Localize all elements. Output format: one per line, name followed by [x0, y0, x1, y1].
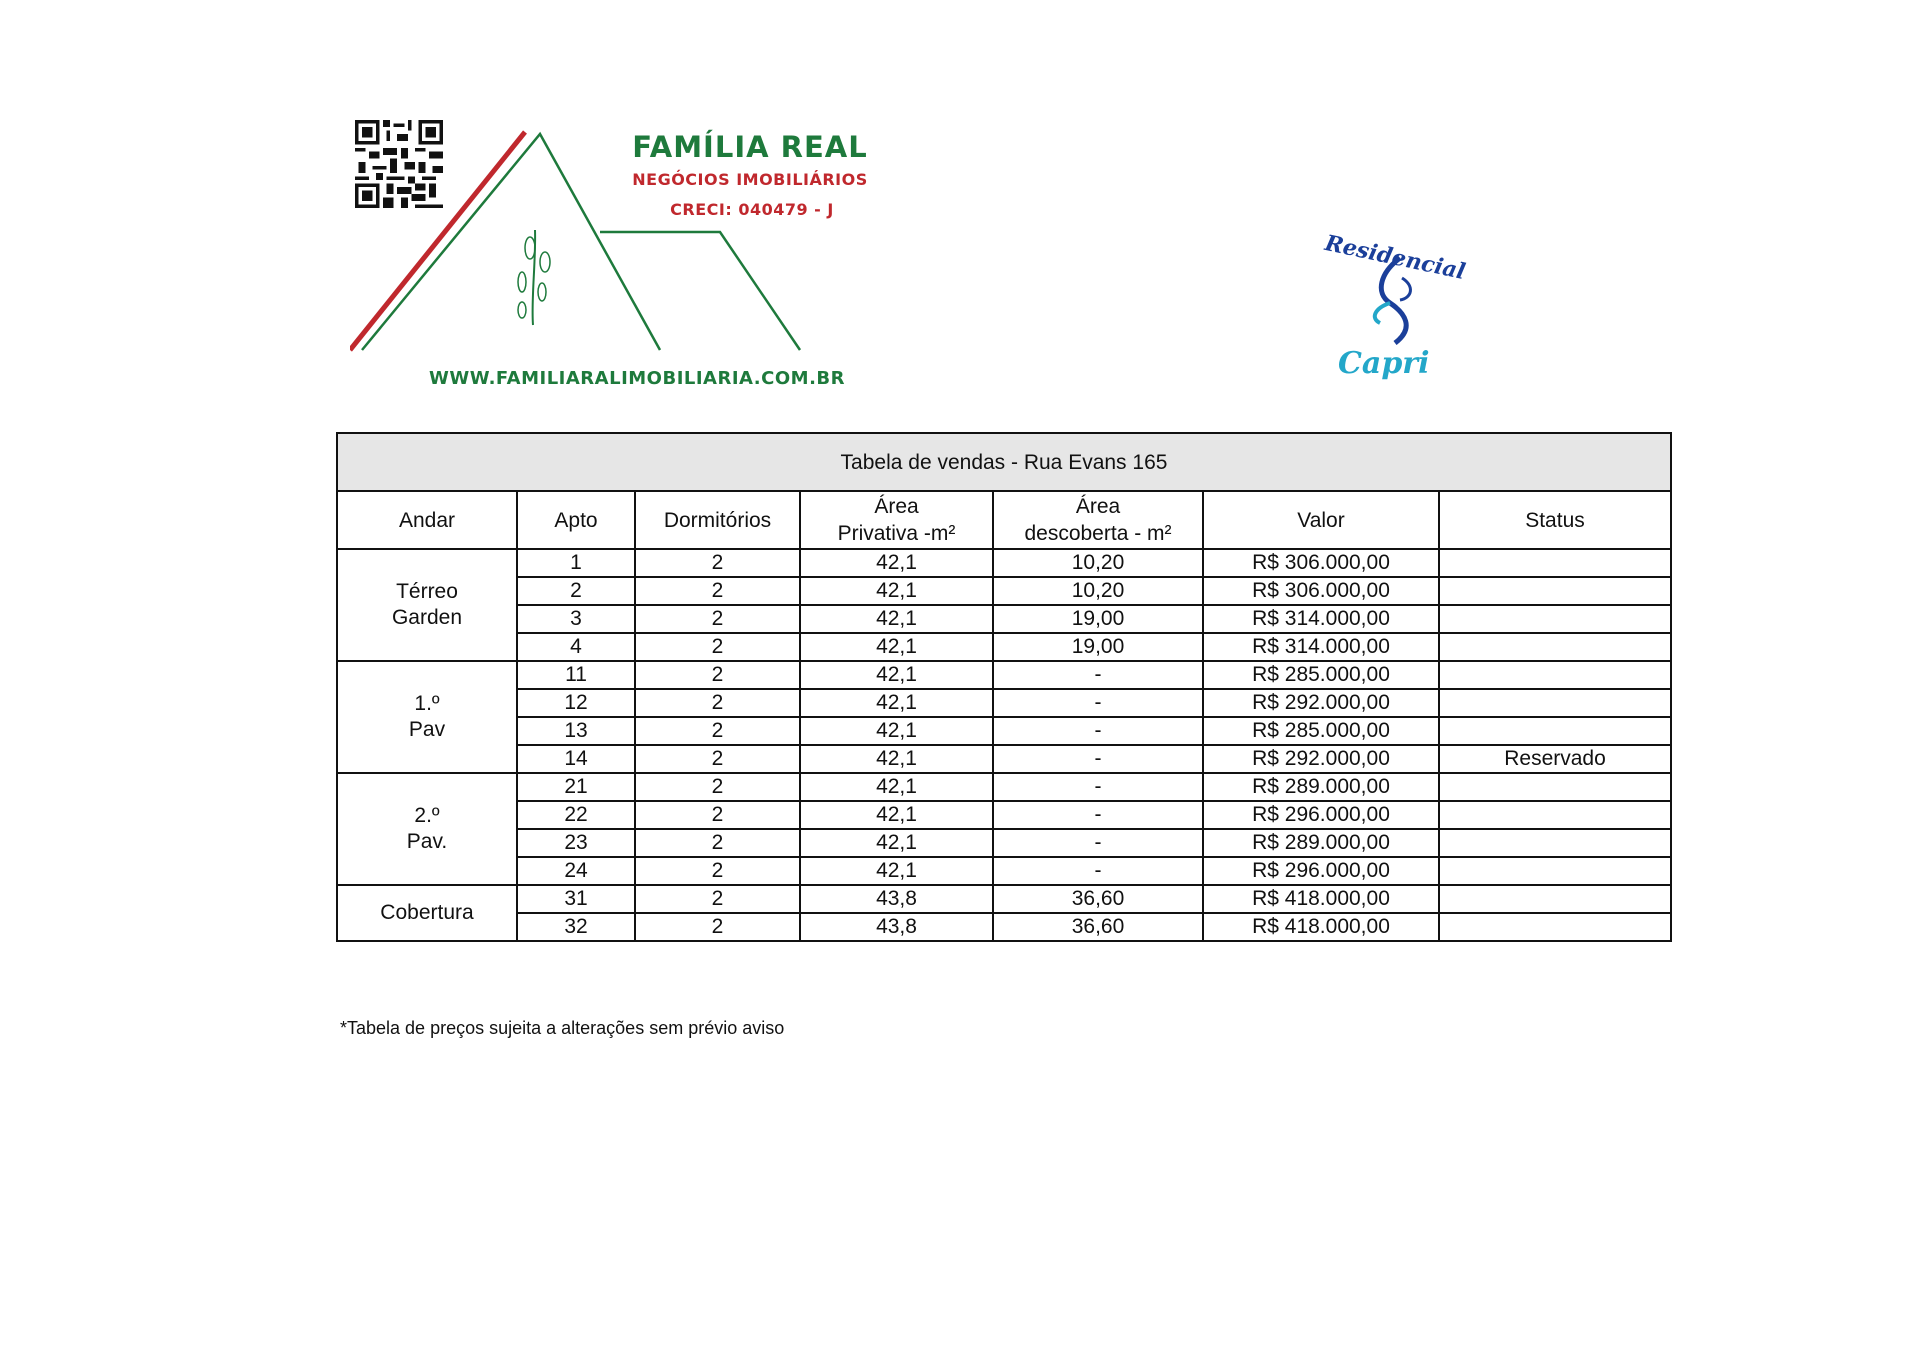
cell-area-priv: 42,1 [800, 745, 993, 773]
cell-status: Reservado [1439, 745, 1671, 773]
cell-apto: 3 [517, 605, 635, 633]
floor-label-line2: Garden [391, 606, 463, 629]
cell-apto: 32 [517, 913, 635, 941]
table-row [337, 689, 1671, 717]
logo-capri-text: Capri [1338, 346, 1430, 381]
cell-valor: R$ 289.000,00 [1203, 773, 1439, 801]
header-status: Status [1439, 491, 1671, 549]
cell-status [1439, 577, 1671, 605]
cell-status [1439, 801, 1671, 829]
cell-apto: 12 [517, 689, 635, 717]
cell-valor: R$ 306.000,00 [1203, 577, 1439, 605]
table-row [337, 717, 1671, 745]
cell-area-desc: - [993, 801, 1203, 829]
cell-apto: 13 [517, 717, 635, 745]
cell-area-priv: 42,1 [800, 689, 993, 717]
cell-dorm: 2 [635, 577, 800, 605]
table-row [337, 605, 1671, 633]
cell-apto: 2 [517, 577, 635, 605]
cell-area-priv: 43,8 [800, 885, 993, 913]
logo-residencial-text: Residencial [1322, 230, 1468, 286]
cell-area-priv: 42,1 [800, 633, 993, 661]
cell-valor: R$ 418.000,00 [1203, 913, 1439, 941]
cell-dorm: 2 [635, 633, 800, 661]
cell-valor: R$ 314.000,00 [1203, 605, 1439, 633]
cell-dorm: 2 [635, 773, 800, 801]
cell-area-priv: 43,8 [800, 913, 993, 941]
cell-area-desc: 10,20 [993, 577, 1203, 605]
cell-dorm: 2 [635, 689, 800, 717]
cell-area-desc: - [993, 717, 1203, 745]
table-row [337, 885, 1671, 913]
cell-status [1439, 717, 1671, 745]
cell-area-priv: 42,1 [800, 549, 993, 577]
cell-status [1439, 549, 1671, 577]
cell-apto: 22 [517, 801, 635, 829]
table-row [337, 773, 1671, 801]
capri-swirl-icon [1360, 248, 1430, 348]
header-valor: Valor [1203, 491, 1439, 549]
cell-area-priv: 42,1 [800, 661, 993, 689]
cell-area-desc: - [993, 829, 1203, 857]
cell-area-desc: 19,00 [993, 605, 1203, 633]
cell-dorm: 2 [635, 857, 800, 885]
cell-area-priv: 42,1 [800, 717, 993, 745]
cell-status [1439, 661, 1671, 689]
table-row [337, 577, 1671, 605]
cell-area-desc: - [993, 689, 1203, 717]
floor-group-cell [337, 661, 517, 773]
floor-label-line2: Pav. [406, 830, 448, 853]
cell-area-desc: 10,20 [993, 549, 1203, 577]
residencial-capri-logo [1320, 228, 1480, 398]
familia-real-logo [350, 120, 930, 400]
cell-dorm: 2 [635, 661, 800, 689]
cell-area-desc: - [993, 745, 1203, 773]
footnote: *Tabela de preços sujeita a alterações sem prévio aviso [340, 1018, 785, 1038]
cell-status [1439, 829, 1671, 857]
qr-code-icon [350, 120, 448, 208]
table-row [337, 745, 1671, 773]
table-row [337, 913, 1671, 941]
brand-subtitle: NEGÓCIOS IMOBILIÁRIOS [632, 170, 868, 189]
cell-valor: R$ 296.000,00 [1203, 857, 1439, 885]
brand-url: WWW.FAMILIARALIMOBILIARIA.COM.BR [429, 368, 845, 389]
cell-status [1439, 885, 1671, 913]
cell-status [1439, 857, 1671, 885]
cell-apto: 14 [517, 745, 635, 773]
header-area-descoberta-line1: Área [1075, 495, 1121, 518]
table-row [337, 857, 1671, 885]
cell-area-desc: 19,00 [993, 633, 1203, 661]
cell-dorm: 2 [635, 605, 800, 633]
table-row [337, 661, 1671, 689]
cell-dorm: 2 [635, 829, 800, 857]
cell-area-priv: 42,1 [800, 801, 993, 829]
cell-area-desc: 36,60 [993, 913, 1203, 941]
brand-creci: CRECI: 040479 - J [670, 200, 834, 219]
cell-valor: R$ 285.000,00 [1203, 661, 1439, 689]
cell-dorm: 2 [635, 913, 800, 941]
cell-area-priv: 42,1 [800, 773, 993, 801]
cell-area-priv: 42,1 [800, 577, 993, 605]
table-title: Tabela de vendas - Rua Evans 165 [337, 433, 1671, 491]
cell-status [1439, 689, 1671, 717]
cell-status [1439, 773, 1671, 801]
floor-label-line1: Cobertura [380, 901, 474, 924]
cell-status [1439, 913, 1671, 941]
cell-valor: R$ 314.000,00 [1203, 633, 1439, 661]
header-area-privativa-line2: Privativa -m² [837, 522, 956, 545]
cell-area-desc: - [993, 661, 1203, 689]
table-row [337, 549, 1671, 577]
cell-apto: 21 [517, 773, 635, 801]
cell-dorm: 2 [635, 717, 800, 745]
header-area-descoberta [993, 491, 1203, 549]
cell-valor: R$ 418.000,00 [1203, 885, 1439, 913]
cell-area-priv: 42,1 [800, 857, 993, 885]
floor-group-cell [337, 885, 517, 941]
cell-area-priv: 42,1 [800, 605, 993, 633]
cell-status [1439, 605, 1671, 633]
cell-apto: 1 [517, 549, 635, 577]
header-area-privativa-line1: Área [874, 495, 919, 518]
floor-label-line1: 2.º [414, 804, 440, 827]
cell-status [1439, 633, 1671, 661]
cell-dorm: 2 [635, 885, 800, 913]
floor-group-cell [337, 773, 517, 885]
table-row [337, 801, 1671, 829]
cell-dorm: 2 [635, 745, 800, 773]
cell-valor: R$ 292.000,00 [1203, 745, 1439, 773]
header-dormitorios: Dormitórios [635, 491, 800, 549]
cell-area-desc: - [993, 773, 1203, 801]
cell-area-priv: 42,1 [800, 829, 993, 857]
cell-apto: 24 [517, 857, 635, 885]
brand-name: FAMÍLIA REAL [632, 130, 868, 164]
cell-apto: 4 [517, 633, 635, 661]
header-area-descoberta-line2: descoberta - m² [1024, 522, 1172, 545]
cell-valor: R$ 289.000,00 [1203, 829, 1439, 857]
header-apto: Apto [517, 491, 635, 549]
cell-valor: R$ 285.000,00 [1203, 717, 1439, 745]
table-row [337, 829, 1671, 857]
cell-dorm: 2 [635, 549, 800, 577]
header-area-privativa [800, 491, 993, 549]
table-row [337, 633, 1671, 661]
cell-apto: 23 [517, 829, 635, 857]
cell-apto: 31 [517, 885, 635, 913]
cell-valor: R$ 296.000,00 [1203, 801, 1439, 829]
header-andar: Andar [337, 491, 517, 549]
sales-table [336, 432, 1672, 942]
cell-apto: 11 [517, 661, 635, 689]
cell-area-desc: - [993, 857, 1203, 885]
floor-label-line1: Térreo [396, 580, 458, 603]
floor-group-cell [337, 549, 517, 661]
table-header-row [337, 491, 1671, 549]
cell-area-desc: 36,60 [993, 885, 1203, 913]
cell-dorm: 2 [635, 801, 800, 829]
floor-label-line2: Pav [408, 718, 446, 741]
cell-valor: R$ 306.000,00 [1203, 549, 1439, 577]
floor-label-line1: 1.º [414, 692, 440, 715]
cell-valor: R$ 292.000,00 [1203, 689, 1439, 717]
